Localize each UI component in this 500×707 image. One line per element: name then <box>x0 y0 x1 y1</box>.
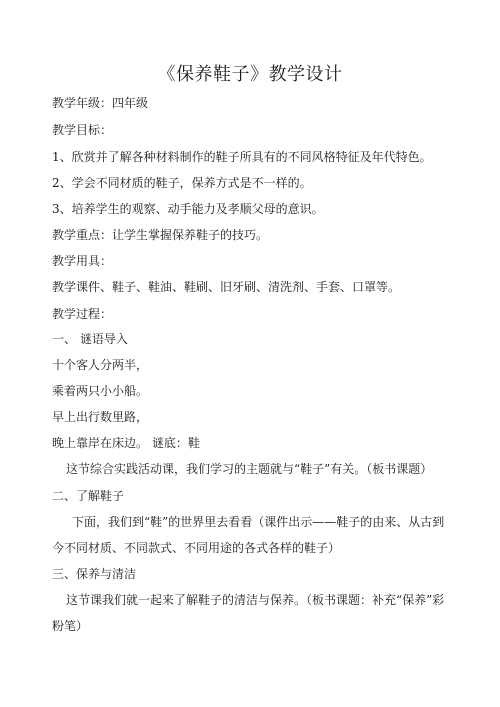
tools-list: 教学课件、鞋子、鞋油、鞋刷、旧牙刷、清洗剂、手套、口罩等。 <box>52 280 401 294</box>
intro-paragraph: 这节综合实践活动课，我们学习的主题就与“鞋子”有关。（板书课题） <box>66 462 433 476</box>
key-point-line: 教学重点：让学生掌握保养鞋子的技巧。 <box>52 228 269 242</box>
section-3-paragraph-line-2: 粉笔） <box>52 619 89 633</box>
section-heading-3: 三、保养与清洁 <box>52 567 137 581</box>
riddle-line-1: 十个客人分两半， <box>52 358 149 372</box>
grade-line: 教学年级：四年级 <box>52 96 149 110</box>
section-heading-1: 一、 谜语导入 <box>52 332 128 346</box>
riddle-line-2: 乘着两只小小船。 <box>52 384 149 398</box>
objective-item-1: 1、欣赏并了解各种材料制作的鞋子所具有的不同风格特征及年代特色。 <box>52 150 432 164</box>
section-heading-2: 二、了解鞋子 <box>52 489 125 503</box>
objectives-heading: 教学目标： <box>52 123 113 137</box>
objective-item-2: 2、学会不同材质的鞋子，保养方式是不一样的。 <box>52 176 312 190</box>
riddle-line-4: 晚上靠岸在床边。 谜底：鞋 <box>52 436 200 450</box>
section-3-paragraph-line-1: 这节课我们就一起来了解鞋子的清洁与保养。（板书课题：补充“保养”彩 <box>66 593 445 607</box>
tools-heading: 教学用具： <box>52 254 113 268</box>
section-2-paragraph-line-1: 下面，我们到“鞋”的世界里去看看（课件出示——鞋子的由来、从古到 <box>72 515 445 529</box>
objective-item-3: 3、培养学生的观察、动手能力及孝顺父母的意识。 <box>52 202 324 216</box>
riddle-line-3: 早上出行数里路， <box>52 410 149 424</box>
document-title: 《保养鞋子》教学设计 <box>157 64 343 85</box>
process-heading: 教学过程： <box>52 307 113 321</box>
section-2-paragraph-line-2: 今不同材质、不同款式、不同用途的各式各样的鞋子） <box>52 541 341 555</box>
